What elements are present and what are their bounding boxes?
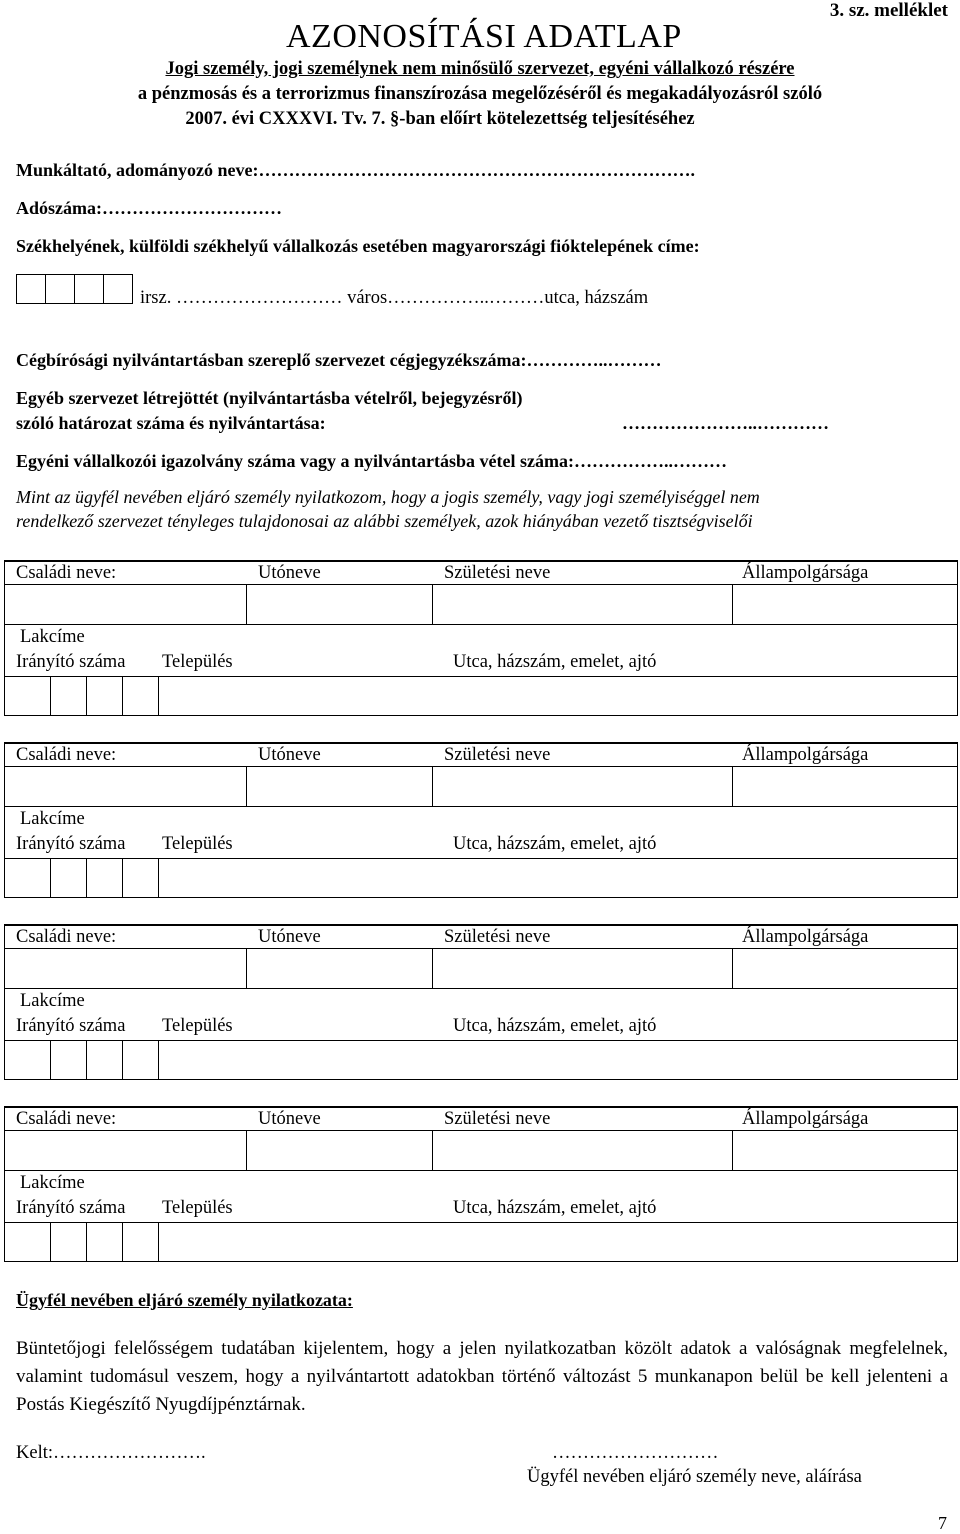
subtitle-line-2: a pénzmosás és a terrorizmus finanszírozása megelőzéséről és megakadályozásról szóló	[137, 84, 823, 104]
owner-name-row-bottom	[4, 1170, 958, 1171]
address-label: Lakcíme	[20, 1173, 85, 1193]
street-label: Utca, házszám, emelet, ajtó	[453, 652, 657, 672]
street-label: Utca, házszám, emelet, ajtó	[453, 1198, 657, 1218]
address-label: Lakcíme	[20, 809, 85, 829]
owner-zip-column-divider	[50, 676, 51, 715]
owner-citizenship-input[interactable]	[733, 949, 956, 987]
other-org-label-1: Egyéb szervezet létrejöttét (nyilvántartásba vételről, bejegyzésről)	[16, 388, 523, 408]
subtitle-line-3: 2007. évi CXXXVI. Tv. 7. §-ban előírt kötelezettség teljesítéséhez	[185, 109, 695, 129]
given-name-label: Utóneve	[258, 563, 321, 583]
citizenship-label: Állampolgársága	[742, 1109, 869, 1129]
owner-zip-column-divider	[50, 858, 51, 897]
owner-block-right-border	[957, 742, 958, 897]
owner-block-bottom-border	[4, 1261, 958, 1262]
birth-name-label: Születési neve	[444, 1109, 551, 1129]
owner-birth-name-input[interactable]	[433, 585, 731, 623]
employer-name-field[interactable]: Munkáltató, adományozó neve:……………………………………………………………….	[16, 160, 695, 180]
owner-citizenship-input[interactable]	[733, 585, 956, 623]
owner-family-name-input[interactable]	[5, 1131, 245, 1169]
zip-label: Irányító száma	[16, 1016, 126, 1036]
owner-birth-name-input[interactable]	[433, 1131, 731, 1169]
owner-block-right-border	[957, 1106, 958, 1261]
owner-block-top-border	[4, 924, 958, 926]
zip-digit-box[interactable]	[103, 274, 133, 304]
family-name-label: Családi neve:	[16, 563, 117, 583]
owner-block-right-border	[957, 560, 958, 715]
owner-family-name-input[interactable]	[5, 949, 245, 987]
owner-block-top-border	[4, 1106, 958, 1108]
owner-given-name-input[interactable]	[247, 949, 431, 987]
owner-citizenship-input[interactable]	[733, 1131, 956, 1169]
owner-birth-name-input[interactable]	[433, 767, 731, 805]
zip-label: Irányító száma	[16, 652, 126, 672]
owner-address-input[interactable]	[159, 1041, 956, 1078]
given-name-label: Utóneve	[258, 1109, 321, 1129]
annex-label: 3. sz. melléklet	[829, 0, 948, 21]
sole-trader-field[interactable]: Egyéni vállalkozói igazolvány száma vagy a nyilvántartásba vétel száma:……………..………	[16, 451, 727, 471]
owner-family-name-input[interactable]	[5, 767, 245, 805]
zip-label: Irányító száma	[16, 1198, 126, 1218]
tax-number-field[interactable]: Adószáma:…………………………	[16, 198, 282, 218]
city-label: Település	[162, 1016, 233, 1036]
page-number: 7	[938, 1513, 947, 1533]
owner-block-left-border	[4, 924, 5, 1079]
zip-digit-box[interactable]	[16, 274, 46, 304]
given-name-label: Utóneve	[258, 927, 321, 947]
owner-zip-column-divider	[86, 1040, 87, 1079]
address-label: Lakcíme	[20, 991, 85, 1011]
owner-block-bottom-border	[4, 1079, 958, 1080]
owner-zip-column-divider	[50, 1222, 51, 1261]
given-name-label: Utóneve	[258, 745, 321, 765]
owner-name-row-bottom	[4, 806, 958, 807]
declaration-heading: Ügyfél nevében eljáró személy nyilatkozata:	[16, 1290, 353, 1310]
owner-block-top-border	[4, 560, 958, 562]
seat-label: Székhelyének, külföldi székhelyű vállalkozás esetében magyarországi fióktelepének címe:	[16, 236, 700, 256]
owner-name-row-bottom	[4, 624, 958, 625]
signature-label: Ügyfél nevében eljáró személy neve, aláírása	[527, 1467, 862, 1487]
birth-name-label: Születési neve	[444, 927, 551, 947]
owner-family-name-input[interactable]	[5, 585, 245, 623]
owner-address-input[interactable]	[159, 1223, 956, 1260]
other-org-label-2: szóló határozat száma és nyilvántartása:	[16, 413, 326, 433]
owner-block-bottom-border	[4, 715, 958, 716]
address-label: Lakcíme	[20, 627, 85, 647]
birth-name-label: Születési neve	[444, 745, 551, 765]
owner-address-input[interactable]	[159, 859, 956, 896]
citizenship-label: Állampolgársága	[742, 745, 869, 765]
owner-zip-column-divider	[122, 1040, 123, 1079]
owner-birth-name-input[interactable]	[433, 949, 731, 987]
other-org-number-field[interactable]: …………………..…………	[622, 413, 829, 433]
zip-label: Irányító száma	[16, 834, 126, 854]
city-label: Település	[162, 834, 233, 854]
owner-block-top-border	[4, 742, 958, 744]
family-name-label: Családi neve:	[16, 927, 117, 947]
subtitle-line-1: Jogi személy, jogi személynek nem minősülő szervezet, egyéni vállalkozó részére	[165, 59, 795, 79]
owner-zip-column-divider	[86, 1222, 87, 1261]
citizenship-label: Állampolgársága	[742, 563, 869, 583]
city-label: Település	[162, 652, 233, 672]
form-title: AZONOSÍTÁSI ADATLAP	[286, 18, 682, 55]
statement-line-1: Mint az ügyfél nevében eljáró személy nyilatkozom, hogy a jogis személy, vagy jogi személyiséggel nem	[16, 487, 760, 507]
statement-line-2: rendelkező szervezet tényleges tulajdonosai az alábbi személyek, azok hiányában vezető tisztségviselői	[16, 511, 753, 531]
address-line-field[interactable]: irsz. ……………………… város……………..………utca, házszám	[140, 288, 649, 308]
owner-zip-column-divider	[122, 676, 123, 715]
zip-digit-box[interactable]	[45, 274, 75, 304]
owner-block-bottom-border	[4, 897, 958, 898]
owner-block-left-border	[4, 742, 5, 897]
declaration-text: Büntetőjogi felelősségem tudatában kijelentem, hogy a jelen nyilatkozatban közölt adatok a valóságnak megfelelnek, valamint tudomásul veszem, hogy a nyilvántartott adatokban történő változást 5 munkanapon belül be kell jelenteni a Postás Kiegészítő Nyugdíjpénztárnak.	[16, 1338, 948, 1415]
owner-block-left-border	[4, 1106, 5, 1261]
owner-zip-column-divider	[86, 676, 87, 715]
zip-digit-box[interactable]	[74, 274, 104, 304]
company-registration-field[interactable]: Cégbírósági nyilvántartásban szereplő szervezet cégjegyzékszáma:…………..………	[16, 350, 662, 370]
owner-citizenship-input[interactable]	[733, 767, 956, 805]
owner-given-name-input[interactable]	[247, 585, 431, 623]
owner-name-row-bottom	[4, 988, 958, 989]
birth-name-label: Születési neve	[444, 563, 551, 583]
owner-given-name-input[interactable]	[247, 767, 431, 805]
street-label: Utca, házszám, emelet, ajtó	[453, 834, 657, 854]
owner-block-left-border	[4, 560, 5, 715]
owner-zip-column-divider	[50, 1040, 51, 1079]
owner-address-input[interactable]	[159, 677, 956, 714]
owner-block-right-border	[957, 924, 958, 1079]
signature-field[interactable]: ………………………	[552, 1443, 719, 1463]
owner-zip-column-divider	[86, 858, 87, 897]
street-label: Utca, házszám, emelet, ajtó	[453, 1016, 657, 1036]
citizenship-label: Állampolgársága	[742, 927, 869, 947]
owner-given-name-input[interactable]	[247, 1131, 431, 1169]
owner-zip-column-divider	[122, 858, 123, 897]
place-date-field[interactable]: Kelt:…………………….	[16, 1443, 206, 1463]
owner-zip-column-divider	[122, 1222, 123, 1261]
family-name-label: Családi neve:	[16, 745, 117, 765]
family-name-label: Családi neve:	[16, 1109, 117, 1129]
city-label: Település	[162, 1198, 233, 1218]
